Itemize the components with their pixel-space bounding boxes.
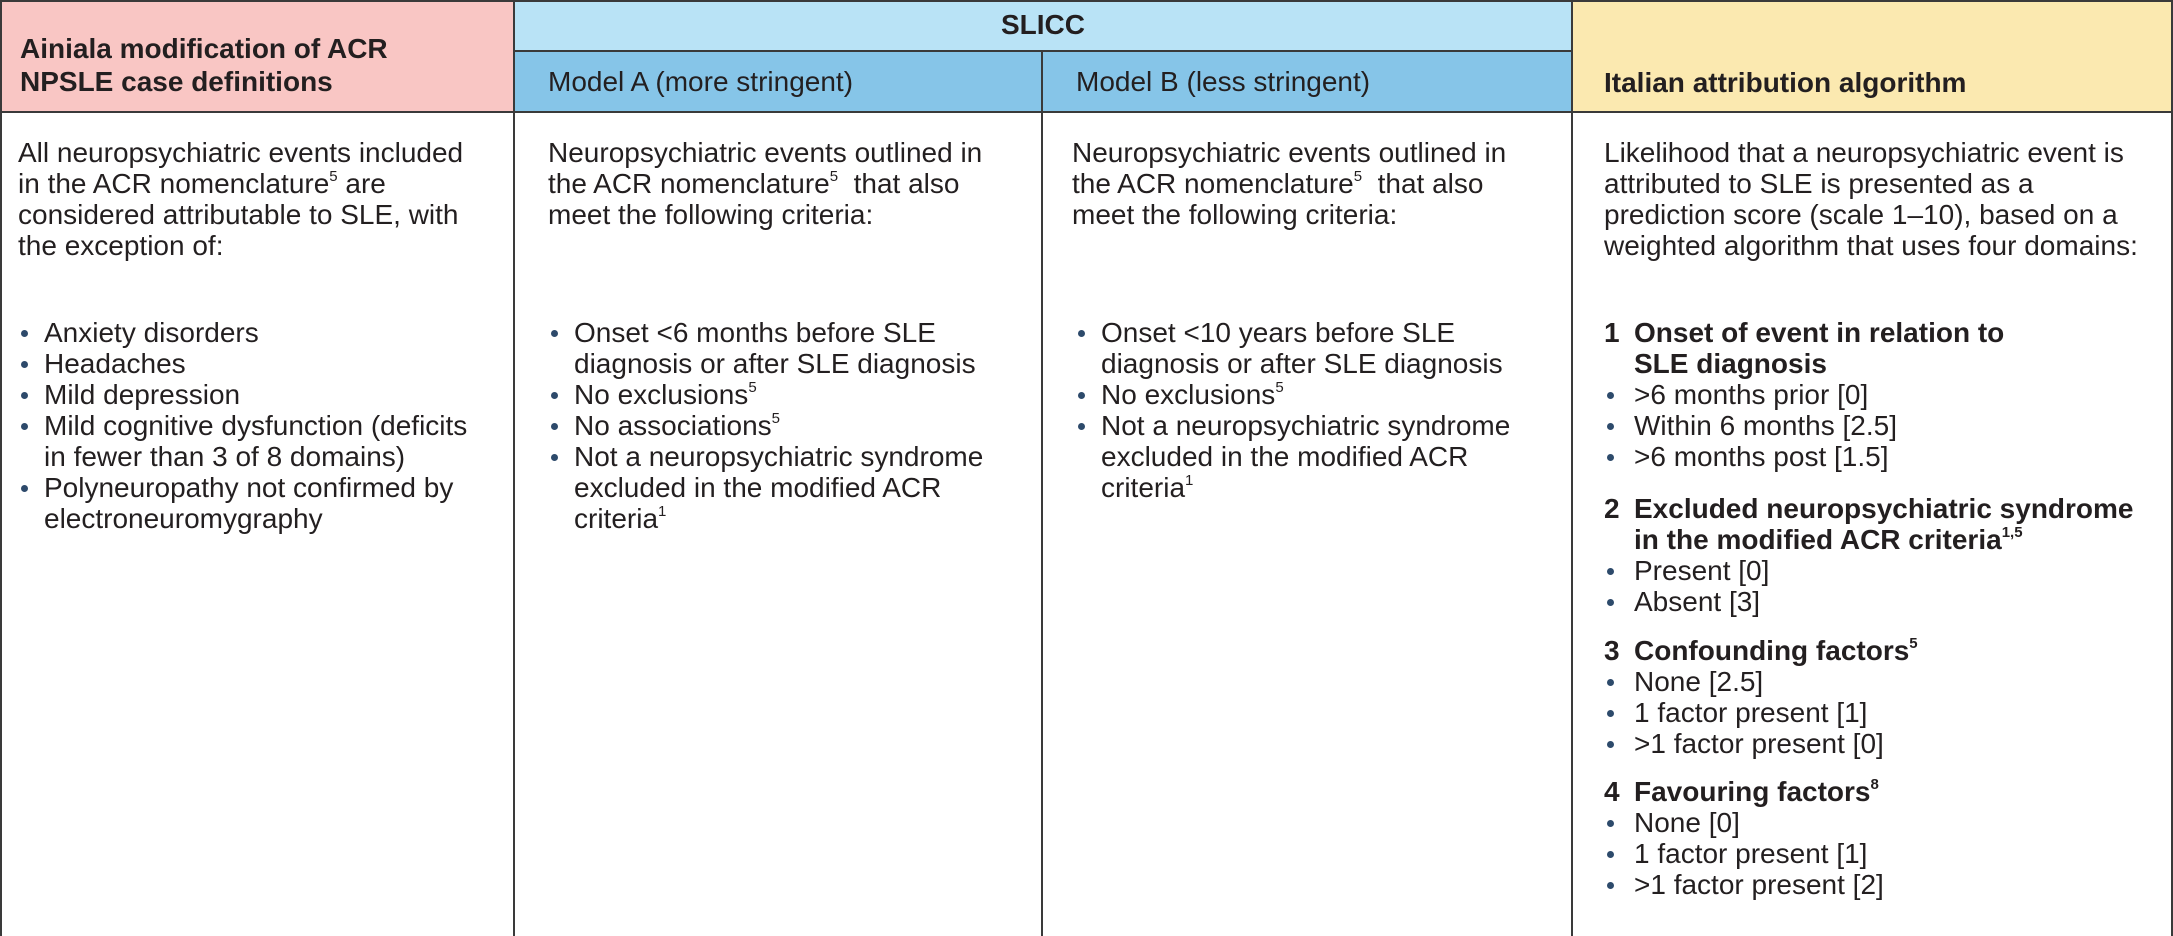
domain-title-text: Confounding factors	[1634, 635, 1910, 666]
domain-score-list	[1604, 555, 2134, 617]
list-item: >1 factor present [2]	[1604, 869, 1884, 900]
model-a-criteria-list	[548, 317, 983, 534]
list-item: >1 factor present [0]	[1604, 728, 1918, 759]
model-a-intro-line	[548, 168, 982, 199]
top-border	[0, 0, 2173, 2]
list-item	[18, 472, 467, 534]
column-divider-2	[1041, 50, 1043, 936]
list-item: 1 factor present [1]	[1604, 838, 1884, 869]
list-item: None [0]	[1604, 807, 1884, 838]
list-item: Present [0]	[1604, 555, 2134, 586]
domain-score-list	[1604, 807, 1884, 900]
italian-intro-line: prediction score (scale 1–10), based on a	[1604, 199, 2118, 230]
list-item-text: Onset <6 months before SLE	[574, 317, 936, 348]
ainiala-intro-line: the exception of:	[18, 230, 224, 261]
domain-title-ref: 5	[1909, 635, 1918, 652]
italian-intro-line: weighted algorithm that uses four domains:	[1604, 230, 2138, 261]
domain-title-ref: 1,5	[2001, 524, 2023, 541]
list-item	[18, 348, 467, 379]
domain-title-text: in the modified ACR criteria	[1634, 524, 2002, 555]
list-item-text: Onset <10 years before SLE	[1101, 317, 1456, 348]
list-item: 1 factor present [1]	[1604, 697, 1918, 728]
list-item	[548, 379, 983, 410]
list-item-text: excluded in the modified ACR	[574, 472, 942, 503]
header-slicc-title: SLICC	[1001, 9, 1085, 40]
list-item: >6 months prior [0]	[1604, 379, 2004, 410]
header-model-b-title: Model B (less stringent)	[1076, 66, 1371, 97]
ainiala-intro-line	[18, 168, 463, 199]
list-item	[1075, 379, 1510, 410]
list-item-ref: 5	[771, 410, 780, 427]
model-a-intro-line: meet the following criteria:	[548, 199, 874, 230]
list-item-text: electroneuromygraphy	[44, 503, 323, 534]
header-model-a-title: Model A (more stringent)	[548, 66, 854, 97]
ainiala-intro-text: in the ACR nomenclature	[18, 168, 330, 199]
ainiala-intro-text: are	[337, 168, 386, 199]
model-b-intro-line: Neuropsychiatric events outlined in	[1072, 137, 1507, 168]
domain-number: 1	[1604, 317, 1620, 348]
domain-number: 2	[1604, 493, 1620, 524]
domain-title	[1634, 776, 1884, 807]
header-model-a-cell	[514, 50, 1042, 112]
ainiala-intro-line: All neuropsychiatric events included	[18, 137, 464, 168]
header-bottom-border	[0, 111, 2173, 113]
list-item-text: Mild cognitive dysfunction (deficits	[44, 410, 468, 441]
column-divider-1	[513, 0, 515, 936]
model-b-intro	[1072, 137, 1506, 230]
list-item-text: excluded in the modified ACR	[1101, 441, 1469, 472]
italian-intro-line: Likelihood that a neuropsychiatric event is	[1604, 137, 2124, 168]
list-item-text: diagnosis or after SLE diagnosis	[574, 348, 976, 379]
list-item-text: criteria	[1101, 472, 1186, 503]
model-b-intro-text: that also	[1362, 168, 1484, 199]
list-item-text: Anxiety disorders	[44, 317, 259, 348]
model-a-intro-ref: 5	[829, 168, 839, 185]
list-item	[548, 410, 983, 441]
domain-title: Excluded neuropsychiatric syndrome	[1634, 493, 2134, 524]
list-item-text: Polyneuropathy not confirmed by	[44, 472, 454, 503]
model-b-criteria-list	[1075, 317, 1510, 503]
model-b-intro-line	[1072, 168, 1506, 199]
domain-score-list	[1604, 379, 2004, 472]
ainiala-intro	[18, 137, 463, 261]
italian-domain-3	[1604, 635, 1918, 759]
list-item: Within 6 months [2.5]	[1604, 410, 2004, 441]
list-item-text: Mild depression	[44, 379, 241, 410]
list-item-ref: 1	[1185, 472, 1194, 489]
list-item-text: in fewer than 3 of 8 domains)	[44, 441, 406, 472]
header-ainiala-cell	[0, 0, 514, 112]
slicc-divider	[514, 50, 1572, 52]
header-italian-title: Italian attribution algorithm	[1604, 67, 1967, 98]
italian-domain-1	[1604, 317, 2004, 472]
model-a-intro-text: the ACR nomenclature	[548, 168, 830, 199]
list-item-ref: 5	[1275, 379, 1284, 396]
list-item-text: criteria	[574, 503, 659, 534]
list-item	[548, 317, 983, 379]
list-item-text: No exclusions	[574, 379, 749, 410]
model-b-intro-text: the ACR nomenclature	[1072, 168, 1354, 199]
domain-title: SLE diagnosis	[1634, 348, 1827, 379]
domain-title: Onset of event in relation to	[1634, 317, 2005, 348]
list-item: Absent [3]	[1604, 586, 2134, 617]
list-item	[1075, 317, 1510, 379]
domain-title	[1634, 635, 1918, 666]
domain-number: 3	[1604, 635, 1620, 666]
column-divider-3	[1571, 0, 1573, 936]
list-item	[18, 410, 467, 472]
list-item-ref: 5	[748, 379, 757, 396]
italian-intro-line: attributed to SLE is presented as a	[1604, 168, 2034, 199]
list-item-text: No associations	[574, 410, 772, 441]
left-border	[0, 0, 2, 936]
model-a-intro	[548, 137, 982, 230]
list-item: None [2.5]	[1604, 666, 1918, 697]
header-ainiala-title	[20, 32, 388, 98]
ainiala-intro-line: considered attributable to SLE, with	[18, 199, 459, 230]
model-a-intro-line: Neuropsychiatric events outlined in	[548, 137, 983, 168]
list-item-text: Not a neuropsychiatric syndrome	[574, 441, 984, 472]
list-item-ref: 1	[658, 503, 667, 520]
list-item	[1075, 410, 1510, 503]
list-item	[18, 379, 467, 410]
italian-domain-4	[1604, 776, 1884, 900]
ainiala-exceptions-list	[18, 317, 467, 534]
list-item: >6 months post [1.5]	[1604, 441, 2004, 472]
header-ainiala-line2: NPSLE case definitions	[20, 66, 333, 97]
list-item-text: Headaches	[44, 348, 186, 379]
domain-number: 4	[1604, 776, 1620, 807]
list-item	[18, 317, 467, 348]
list-item-text: Not a neuropsychiatric syndrome	[1101, 410, 1511, 441]
italian-intro	[1604, 137, 2138, 261]
domain-score-list	[1604, 666, 1918, 759]
domain-title	[1634, 524, 2134, 555]
header-italian-cell	[1572, 0, 2173, 112]
model-b-intro-line: meet the following criteria:	[1072, 199, 1398, 230]
domain-title-ref: 8	[1870, 776, 1879, 793]
model-a-intro-text: that also	[838, 168, 960, 199]
header-slicc-cell	[514, 0, 1572, 50]
model-b-intro-ref: 5	[1353, 168, 1363, 185]
ainiala-intro-ref: 5	[329, 168, 338, 185]
header-model-b-cell	[1042, 50, 1572, 112]
domain-title-text: Favouring factors	[1634, 776, 1871, 807]
list-item	[548, 441, 983, 534]
list-item-text: No exclusions	[1101, 379, 1276, 410]
italian-domain-2	[1604, 493, 2134, 617]
list-item-text: diagnosis or after SLE diagnosis	[1101, 348, 1503, 379]
header-ainiala-line1: Ainiala modification of ACR	[20, 33, 388, 64]
